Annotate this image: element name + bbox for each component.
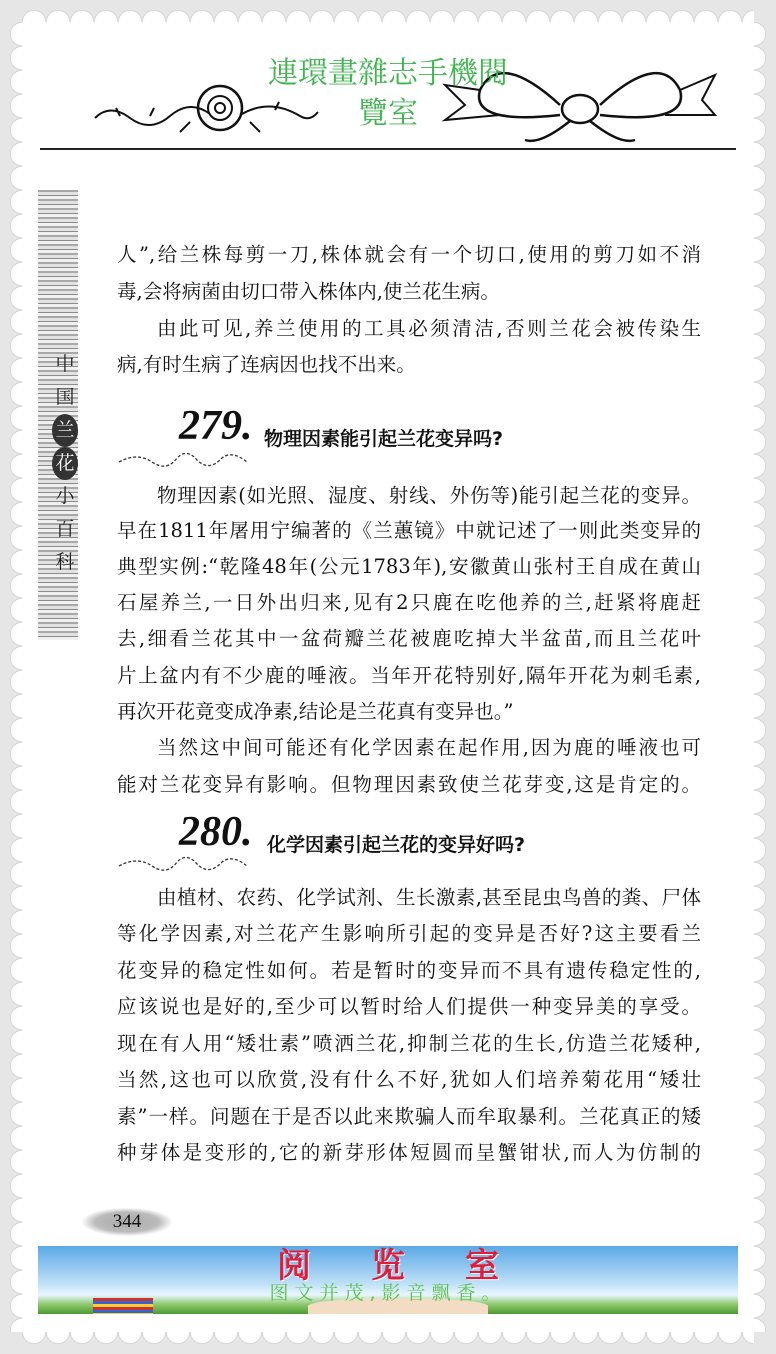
question-title: 化学因素引起兰花的变异好吗? [267, 834, 526, 856]
text-line: 病,有时生病了连病因也找不出来。 [117, 353, 416, 376]
text-line: 早在1811年屠用宁编著的《兰蕙镜》中就记述了一则此类变异的 [117, 519, 701, 542]
side-char: 兰 [52, 414, 78, 447]
text-line: 现在有人用“矮壮素”喷洒兰花,抑制兰花的生长,仿造兰花矮种, [117, 1032, 701, 1055]
side-char: 科 [55, 551, 75, 573]
side-char: 小 [55, 485, 75, 507]
side-book-label [52, 348, 78, 579]
header-divider [40, 148, 736, 150]
banner-subtitle: 图文并茂,影音飘香。 [269, 1282, 507, 1304]
header [40, 40, 736, 150]
side-char: 国 [55, 386, 75, 408]
swirl-ornament-icon [117, 448, 257, 472]
text-line: 能对兰花变异有影响。但物理因素致使兰花芽变,这是肯定的。 [117, 773, 701, 796]
text-line: 去,细看兰花其中一盆荷瓣兰花被鹿吃掉大半盆苗,而且兰花叶 [117, 627, 701, 650]
page-number: 344 [82, 1208, 172, 1236]
side-char: 百 [55, 518, 75, 540]
text-line: 由植材、农药、化学试剂、生长激素,甚至昆虫鸟兽的粪、尸体 [157, 886, 701, 909]
text-line: 素”一样。问题在于是否以此来欺骗人而牟取暴利。兰花真正的矮 [117, 1105, 701, 1128]
text-line: 由此可见,养兰使用的工具必须清洁,否则兰花会被传染生 [157, 317, 701, 340]
side-char: 花 [52, 447, 78, 480]
question-title: 物理因素能引起兰花变异吗? [264, 428, 504, 450]
text-line: 物理因素(如光照、湿度、射线、外伤等)能引起兰花的变异。 [157, 484, 701, 507]
site-title-line-1: 連環畫雜志手機閱 [268, 56, 508, 91]
question-number: 280. [179, 809, 253, 855]
banner-title: 阅览室 [277, 1246, 559, 1286]
text-line: 应该说也是好的,至少可以暂时给人们提供一种变异美的享受。 [117, 995, 701, 1018]
question-number: 279. [179, 403, 253, 449]
text-line: 等化学因素,对兰花产生影响所引起的变异是否好?这主要看兰 [117, 922, 701, 945]
text-line: 再次开花竟变成净素,结论是兰花真有变异也。” [117, 700, 514, 723]
text-line: 片上盆内有不少鹿的唾液。当年开花特别好,隔年开花为刺毛素, [117, 664, 701, 687]
reading-room-banner[interactable] [38, 1246, 738, 1314]
text-line: 当然这中间可能还有化学因素在起作用,因为鹿的唾液也可 [157, 736, 701, 759]
text-line: 当然,这也可以欣赏,没有什么不好,犹如人们培养菊花用“矮壮 [117, 1068, 701, 1091]
text-line: 毒,会将病菌由切口带入株体内,使兰花生病。 [117, 280, 500, 303]
text-line: 花变异的稳定性如何。若是暂时的变异而不具有遗传稳定性的, [117, 959, 701, 982]
side-char: 中 [55, 353, 75, 375]
site-title-line-2: 覽室 [358, 96, 418, 131]
text-line: 人”,给兰株每剪一刀,株体就会有一个切口,使用的剪刀如不消 [117, 243, 701, 266]
text-line: 典型实例:“乾隆48年(公元1783年),安徽黄山张村王自成在黄山 [117, 555, 701, 578]
text-line: 种芽体是变形的,它的新芽形体短圆而呈蟹钳状,而人为仿制的 [117, 1141, 701, 1164]
text-line: 石屋养兰,一日外出归来,见有2只鹿在吃他养的兰,赶紧将鹿赶 [117, 591, 701, 614]
swirl-ornament-icon [117, 852, 257, 876]
